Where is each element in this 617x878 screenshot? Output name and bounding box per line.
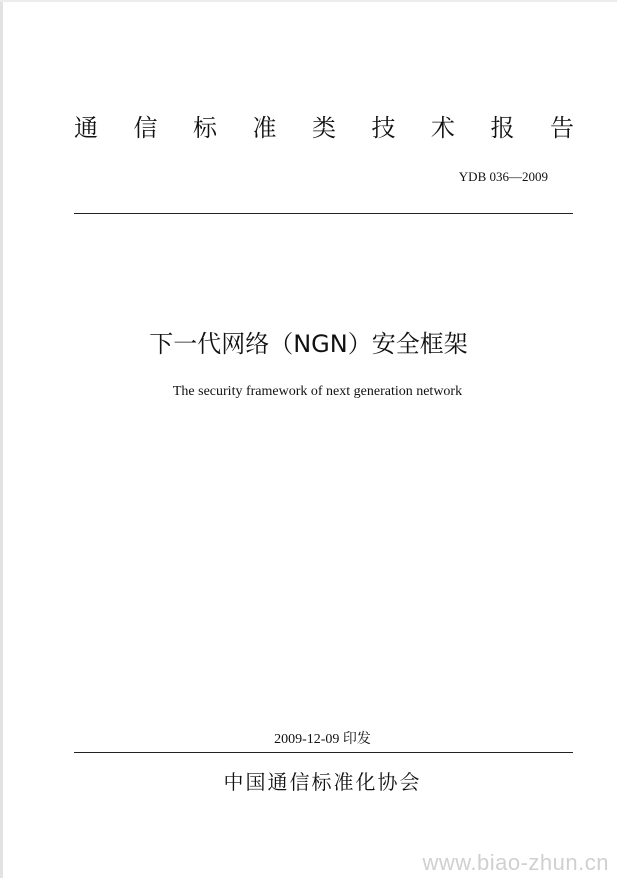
publisher-name: 中国通信标准化协会 xyxy=(223,770,422,794)
report-type-heading xyxy=(74,110,574,146)
report-type-char: 术 xyxy=(431,114,455,142)
document-title-chinese: 下一代网络（NGN）安全框架 xyxy=(149,330,468,358)
report-type-char: 准 xyxy=(252,114,277,142)
page-top-edge xyxy=(0,0,617,2)
report-type-char: 标 xyxy=(193,114,217,142)
report-type-char: 告 xyxy=(550,114,574,142)
report-type-char: 报 xyxy=(490,114,515,142)
report-type-char: 技 xyxy=(371,114,396,142)
site-watermark: www.biao-zhun.cn xyxy=(422,850,609,875)
document-code: YDB 036—2009 xyxy=(458,169,548,184)
header-divider xyxy=(74,213,573,214)
report-type-char: 通 xyxy=(74,114,98,142)
issue-date: 2009-12-09 印发 xyxy=(274,732,371,747)
report-type-char: 类 xyxy=(312,114,336,142)
footer-divider xyxy=(74,752,573,753)
report-type-char: 信 xyxy=(133,114,158,142)
document-title-english: The security framework of next generation network xyxy=(172,384,463,399)
